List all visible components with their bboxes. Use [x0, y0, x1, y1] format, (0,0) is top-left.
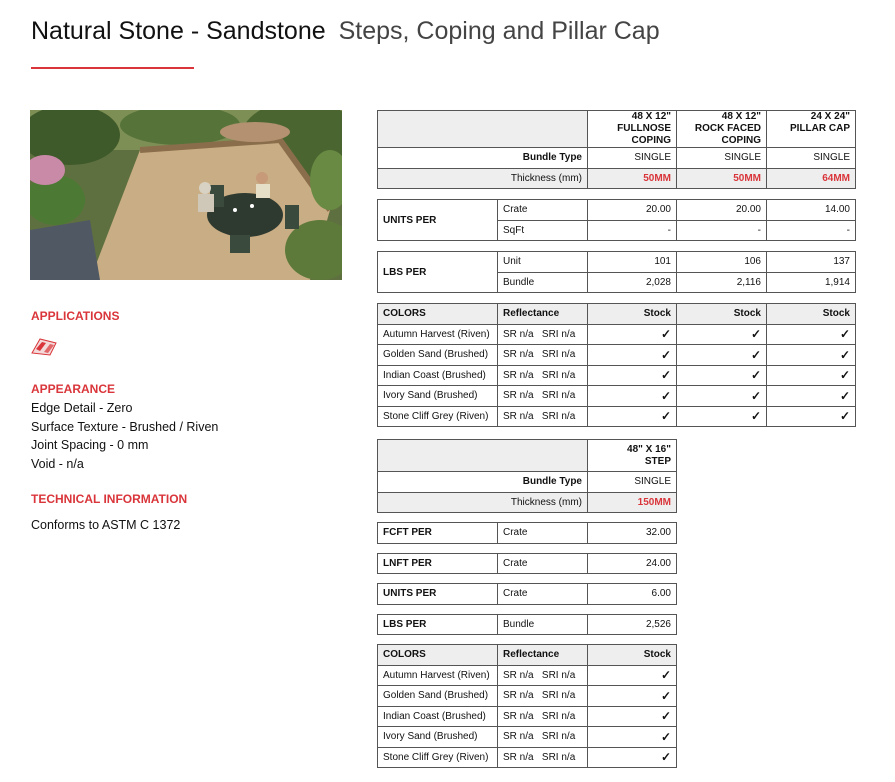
stock-check-icon: ✓ — [588, 365, 677, 386]
stock-check-icon: ✓ — [588, 345, 677, 366]
stock-check-icon: ✓ — [677, 324, 767, 345]
stock-check-icon: ✓ — [677, 386, 767, 407]
fcft-row: FCFT PER Crate 32.00 — [378, 523, 677, 544]
stock-check-icon: ✓ — [588, 686, 677, 707]
color-row: Golden Sand (Brushed) SR n/a SRI n/a ✓ ✓ ✓ — [378, 345, 856, 366]
color-row: Golden Sand (Brushed) SR n/a SRI n/a ✓ — [378, 686, 677, 707]
stock-check-icon: ✓ — [677, 345, 767, 366]
spec-table-coping — [377, 110, 856, 427]
stock-check-icon: ✓ — [588, 706, 677, 727]
thickness-row: Thickness (mm) 150MM — [378, 492, 677, 513]
units-crate-row: UNITS PER Crate 20.00 20.00 14.00 — [378, 200, 856, 221]
color-row: Autumn Harvest (Riven) SR n/a SRI n/a ✓ — [378, 665, 677, 686]
appearance-details — [31, 399, 218, 473]
stock-check-icon: ✓ — [588, 727, 677, 748]
color-row: Stone Cliff Grey (Riven) SR n/a SRI n/a ✓ — [378, 747, 677, 768]
units-sqft-row: SqFt - - - — [378, 220, 856, 241]
product-header: 48" X 16" STEP — [588, 440, 677, 472]
technical-text: Conforms to ASTM C 1372 — [31, 518, 181, 532]
stock-check-icon: ✓ — [767, 406, 856, 427]
product-header-row — [378, 440, 677, 472]
stock-check-icon: ✓ — [677, 406, 767, 427]
page-title — [31, 17, 660, 46]
walkway-application-icon — [30, 333, 60, 357]
color-row: Autumn Harvest (Riven) SR n/a SRI n/a ✓ ✓ ✓ — [378, 324, 856, 345]
stock-check-icon: ✓ — [588, 406, 677, 427]
lbs-row: LBS PER Bundle 2,526 — [378, 614, 677, 635]
units-row: UNITS PER Crate 6.00 — [378, 584, 677, 605]
lbs-bundle-row: Bundle 2,028 2,116 1,914 — [378, 272, 856, 293]
stock-check-icon: ✓ — [588, 747, 677, 768]
title-underline — [31, 67, 194, 69]
patio-image — [30, 110, 342, 280]
lnft-row: LNFT PER Crate 24.00 — [378, 553, 677, 574]
applications-heading: APPLICATIONS — [31, 309, 120, 323]
thickness-row: Thickness (mm) 50MM 50MM 64MM — [378, 168, 856, 189]
product-header-row — [378, 111, 856, 148]
stock-check-icon: ✓ — [588, 665, 677, 686]
spec-table-step — [377, 439, 677, 768]
technical-heading: TECHNICAL INFORMATION — [31, 492, 188, 506]
product-header: 24 X 24" PILLAR CAP — [767, 111, 856, 148]
color-row: Indian Coast (Brushed) SR n/a SRI n/a ✓ — [378, 706, 677, 727]
stock-check-icon: ✓ — [767, 324, 856, 345]
product-photo — [30, 110, 342, 280]
stock-check-icon: ✓ — [767, 345, 856, 366]
stock-check-icon: ✓ — [588, 324, 677, 345]
colors-header-row: COLORS Reflectance Stock Stock Stock — [378, 304, 856, 325]
color-row: Indian Coast (Brushed) SR n/a SRI n/a ✓ ✓ ✓ — [378, 365, 856, 386]
appearance-line: Edge Detail - Zero — [31, 401, 133, 415]
stock-check-icon: ✓ — [767, 365, 856, 386]
page-title-main: Natural Stone - Sandstone — [31, 17, 326, 45]
stock-check-icon: ✓ — [677, 365, 767, 386]
bundle-type-row: Bundle Type SINGLE SINGLE SINGLE — [378, 148, 856, 169]
product-header: 48 X 12" FULLNOSE COPING — [588, 111, 677, 148]
product-header: 48 X 12" ROCK FACED COPING — [677, 111, 767, 148]
color-row: Ivory Sand (Brushed) SR n/a SRI n/a ✓ ✓ ✓ — [378, 386, 856, 407]
color-row: Ivory Sand (Brushed) SR n/a SRI n/a ✓ — [378, 727, 677, 748]
page-title-sub: Steps, Coping and Pillar Cap — [338, 17, 660, 45]
lbs-unit-row: LBS PER Unit 101 106 137 — [378, 252, 856, 273]
colors-header-row: COLORS Reflectance Stock — [378, 645, 677, 666]
appearance-line: Surface Texture - Brushed / Riven — [31, 419, 219, 434]
stock-check-icon: ✓ — [767, 386, 856, 407]
appearance-line: Void - n/a — [31, 456, 84, 471]
bundle-type-row: Bundle Type SINGLE — [378, 472, 677, 493]
appearance-heading: APPEARANCE — [31, 382, 116, 396]
appearance-line: Joint Spacing - 0 mm — [31, 438, 149, 452]
color-row: Stone Cliff Grey (Riven) SR n/a SRI n/a ✓ ✓ ✓ — [378, 406, 856, 427]
stock-check-icon: ✓ — [588, 386, 677, 407]
